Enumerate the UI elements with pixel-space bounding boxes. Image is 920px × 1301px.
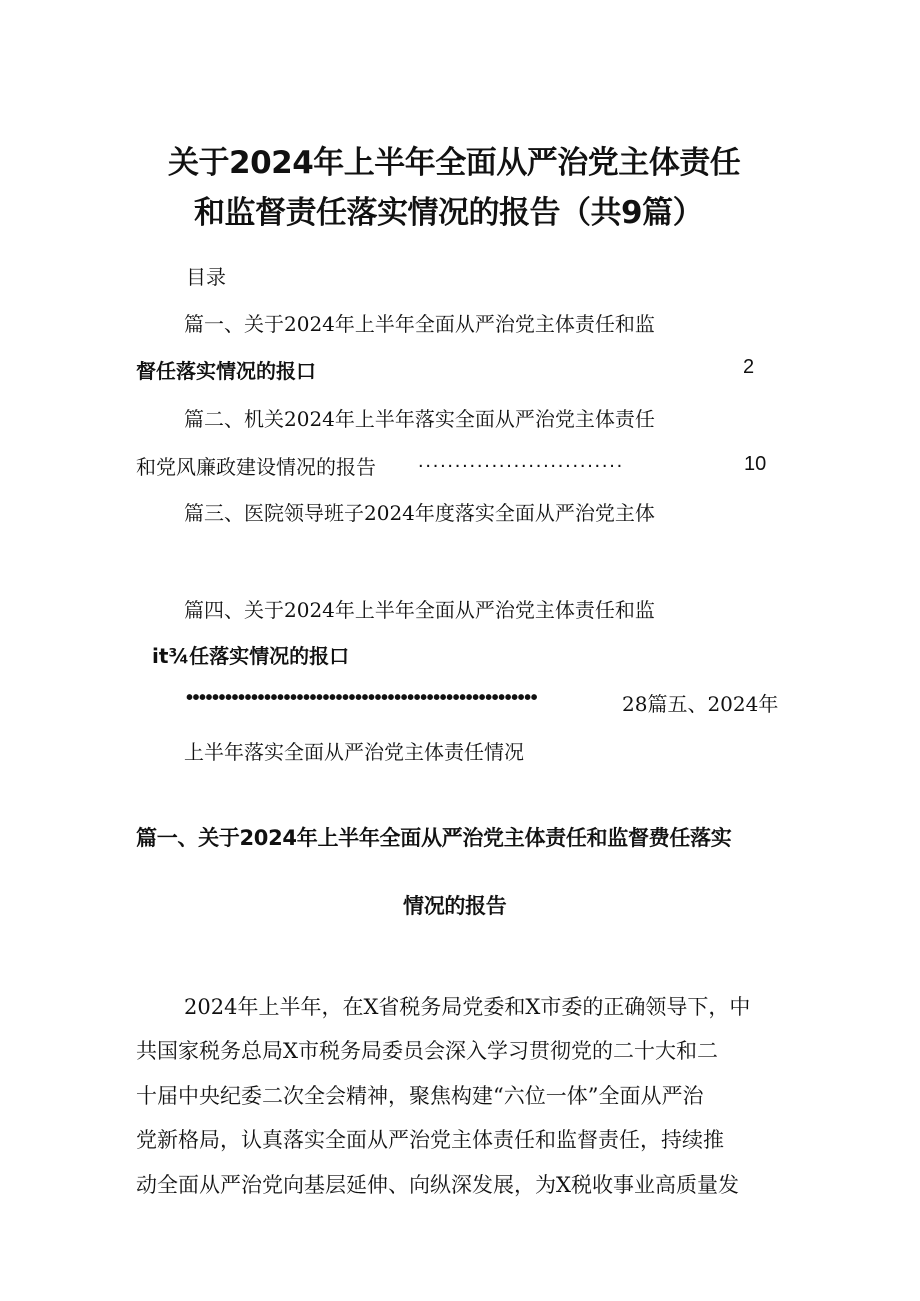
toc-heading: 目录 (186, 265, 226, 289)
section-1-heading-line-2: 情况的报告 (403, 894, 507, 918)
toc-entry-4-leader-dots: •••••••••••••••••••••••••••••••••••••••••••••••••••••• (186, 687, 538, 709)
toc-entry-1-page: 2 (743, 356, 755, 378)
toc-entry-2-page: 10 (744, 453, 767, 475)
toc-entry-4-line-1: 篇四、关于2024年上半年全面从严治党主体责任和监 (184, 598, 655, 622)
toc-entry-5-line-2: 上半年落实全面从严治党主体责任情况 (184, 740, 524, 764)
section-1-heading-line-1: 篇一、关于2024年上半年全面从严治党主体责任和监督费任落实 (136, 826, 732, 850)
document-title-line-1: 关于2024年上半年全面从严治党主体责任 (168, 145, 741, 181)
toc-entry-2-line-1: 篇二、机关2024年上半年落实全面从严治党主体责任 (184, 407, 655, 431)
toc-entry-2-leader-dots: ............................ (418, 450, 624, 472)
body-line-4: 党新格局，认真落实全面从严治党主体责任和监督责任，持续推 (136, 1128, 724, 1152)
body-line-2: 共国家税务总局X市税务局委员会深入学习贯彻党的二十大和二 (136, 1039, 718, 1063)
toc-entry-2-line-2: 和党风廉政建设情况的报告 (136, 455, 376, 479)
body-line-3: 十届中央纪委二次全会精神，聚焦构建“六位一体”全面从严治 (136, 1084, 704, 1108)
toc-entry-3-line-1: 篇三、医院领导班子2024年度落实全面从严治党主体 (184, 501, 655, 525)
body-line-5: 动全面从严治党向基层延伸、向纵深发展，为X税收事业高质量发 (136, 1173, 739, 1197)
toc-entry-4-page-and-entry-5: 28篇五、2024年 (622, 692, 779, 716)
body-line-1: 2024年上半年，在X省税务局党委和X市委的正确领导下，中 (184, 995, 751, 1019)
document-title-line-2: 和监督责任落实情况的报告（共9篇） (194, 195, 704, 231)
toc-entry-1-line-2: 督任落实情况的报口 (136, 359, 316, 383)
toc-entry-1-line-1: 篇一、关于2024年上半年全面从严治党主体责任和监 (184, 312, 655, 336)
toc-entry-4-line-2: it¾任落实情况的报口 (152, 644, 350, 668)
